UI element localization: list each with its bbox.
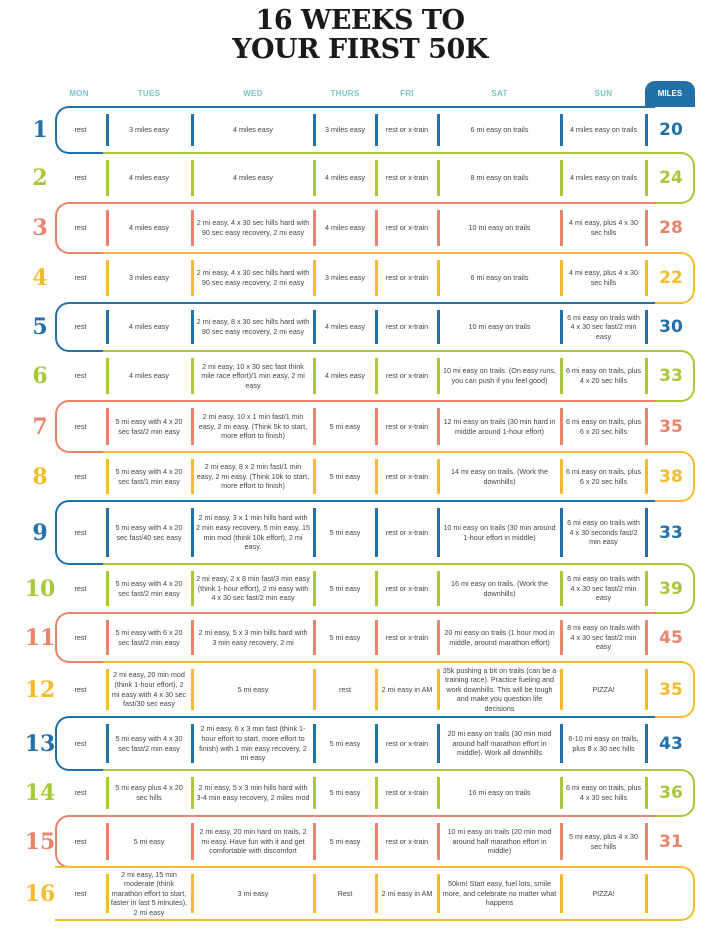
column-divider <box>645 114 648 146</box>
page-title <box>0 6 720 64</box>
column-divider <box>437 260 440 296</box>
cell-sun: 6-10 mi easy on trails, plus 8 x 30 sec hills <box>568 733 639 753</box>
cell-thu: 5 mi easy <box>329 836 361 846</box>
column-divider <box>313 210 316 246</box>
column-divider <box>560 358 563 394</box>
cell-fri: 2 mi easy in AM <box>381 684 433 694</box>
column-divider <box>437 459 440 494</box>
column-divider <box>375 260 378 296</box>
column-header-fri: FRI <box>400 89 414 98</box>
week-number: 9 <box>32 519 48 546</box>
column-divider <box>375 358 378 394</box>
column-divider <box>437 777 440 809</box>
column-divider <box>560 310 563 344</box>
column-divider <box>191 777 194 809</box>
cell-sat: 16 mi easy on trails <box>468 788 531 798</box>
cell-fri: rest or x-train <box>385 371 429 381</box>
column-divider <box>375 210 378 246</box>
column-divider <box>313 777 316 809</box>
column-divider <box>375 160 378 196</box>
column-divider <box>191 459 194 494</box>
cell-thu: Rest <box>337 888 353 898</box>
column-divider <box>560 620 563 655</box>
cell-sun: 6 mi easy on trails with 4 x 30 sec fast/2 min easy <box>567 574 640 603</box>
cell-sat: 10 mi easy on trails <box>468 322 531 332</box>
column-divider <box>106 669 109 710</box>
cell-sat: 12 mi easy on trails (30 min hard in middle around 1-hour effort) <box>443 416 556 436</box>
column-divider <box>191 358 194 394</box>
column-divider <box>191 823 194 860</box>
cell-sat: 6 mi easy on trails <box>470 125 529 135</box>
cell-sat: 8 mi easy on trails <box>470 173 529 183</box>
column-divider <box>560 777 563 809</box>
week-number: 11 <box>24 624 56 651</box>
week-row <box>0 613 720 662</box>
column-divider <box>106 777 109 809</box>
weekly-miles: 35 <box>659 416 683 437</box>
column-divider <box>191 210 194 246</box>
cell-thu: 5 mi easy <box>329 421 361 431</box>
week-number: 2 <box>32 165 48 191</box>
column-divider <box>313 620 316 655</box>
column-divider <box>560 260 563 296</box>
column-divider <box>191 669 194 710</box>
cell-fri: rest or x-train <box>385 632 429 642</box>
column-divider <box>560 508 563 557</box>
column-divider <box>313 823 316 860</box>
weekly-miles: 45 <box>659 627 683 648</box>
column-divider <box>645 408 648 445</box>
cell-mon: rest <box>74 421 87 431</box>
week-number: 14 <box>24 780 56 806</box>
column-divider <box>375 620 378 655</box>
column-divider <box>645 260 648 296</box>
column-header-wed: WED <box>243 89 263 98</box>
cell-mon: rest <box>74 471 87 481</box>
column-divider <box>645 571 648 606</box>
week-row <box>0 662 720 717</box>
cell-fri: 2 mi easy in AM <box>381 888 433 898</box>
column-divider <box>313 874 316 913</box>
cell-sat: 10 mi easy on trails. (On easy runs, you can push if you feel good) <box>442 366 557 385</box>
column-divider <box>191 508 194 557</box>
cell-sun: 8 mi easy on trails with 4 x 30 sec fast/2 min easy <box>567 623 640 652</box>
cell-thu: 5 mi easy <box>329 471 361 481</box>
cell-mon: rest <box>74 223 87 233</box>
cell-sat: 50km! Start easy, fuel lots, smile more, and celebrate no matter what happens <box>442 879 557 908</box>
weekly-miles: 33 <box>659 366 683 386</box>
column-divider <box>645 823 648 860</box>
column-divider <box>560 160 563 196</box>
week-number: 13 <box>24 730 56 757</box>
column-divider <box>437 508 440 557</box>
cell-tue: 5 mi easy with 4 x 20 sec fast/2 min easy <box>115 578 183 598</box>
cell-fri: rest or x-train <box>385 173 429 183</box>
cell-wed: 2 mi easy, 4 x 30 sec hills hard with 90 sec easy recovery, 2 mi easy <box>196 268 310 287</box>
column-divider <box>313 260 316 296</box>
cell-wed: 2 mi easy, 3 x 1 min hills hard with 2 min easy recovery, 5 min easy, 15 min mod (think 10k effort), 2 mi easy. <box>196 513 310 552</box>
cell-fri: rest or x-train <box>385 322 429 332</box>
cell-mon: rest <box>74 173 87 183</box>
column-divider <box>645 358 648 394</box>
column-divider <box>645 210 648 246</box>
column-divider <box>645 160 648 196</box>
cell-sun: PIZZA! <box>592 684 615 694</box>
cell-tue: 4 miles easy <box>129 223 169 233</box>
cell-tue: 3 miles easy <box>129 125 169 135</box>
column-divider <box>106 260 109 296</box>
week-number: 6 <box>32 363 48 389</box>
weekly-miles: 30 <box>659 317 683 337</box>
cell-tue: 5 mi easy with 4 x 20 sec fast/2 min easy <box>115 416 183 436</box>
cell-sat: 35k pushing a bit on trails (can be a training race). Practice fueling and work downhills. This will be tough and make you question life decisions <box>442 665 557 713</box>
column-divider <box>375 724 378 763</box>
column-divider <box>560 874 563 913</box>
cell-thu: 3 miles easy <box>325 273 365 283</box>
column-divider <box>437 669 440 710</box>
column-divider <box>645 777 648 809</box>
cell-wed: 2 mi easy, 2 x 8 min fast/3 min easy (think 1-hour effort), 2 mi easy with 4 x 30 sec fast/2 min easy <box>196 574 310 603</box>
column-divider <box>375 669 378 710</box>
week-number: 3 <box>32 215 48 241</box>
column-divider <box>106 620 109 655</box>
cell-sun: PIZZA! <box>592 888 615 898</box>
column-divider <box>645 459 648 494</box>
column-divider <box>437 571 440 606</box>
cell-tue: 5 mi easy <box>133 836 165 846</box>
cell-tue: 3 miles easy <box>129 273 169 283</box>
cell-thu: 4 miles easy <box>325 173 365 183</box>
cell-fri: rest or x-train <box>385 583 429 593</box>
column-divider <box>645 508 648 557</box>
cell-sat: 10 mi easy on trails (20 min mod around half marathon effort in middle) <box>447 827 552 856</box>
column-header-mon: MON <box>69 89 89 98</box>
title-line-2: YOUR FIRST 50K <box>232 34 488 65</box>
column-divider <box>437 114 440 146</box>
weekly-miles: 36 <box>659 783 683 803</box>
cell-wed: 2 mi easy, 10 x 30 sec fast think mile race effort)/1 min easy, 2 mi easy <box>201 361 305 390</box>
cell-wed: 2 mi easy, 8 x 2 min fast/1 min easy, 2 mi easy. (Think 10k to start, more effort to finish) <box>196 462 310 491</box>
cell-thu: 5 mi easy <box>329 527 361 537</box>
cell-fri: rest or x-train <box>385 471 429 481</box>
column-divider <box>313 310 316 344</box>
column-divider <box>313 459 316 494</box>
column-header-sat: SAT <box>491 89 508 98</box>
cell-mon: rest <box>74 788 87 798</box>
cell-sun: 6 mi easy on trails, plus 4 x 30 sec hills <box>565 783 642 802</box>
column-divider <box>106 874 109 913</box>
weekly-miles: 38 <box>659 466 683 487</box>
week-number: 8 <box>32 463 48 490</box>
weekly-miles: 33 <box>659 522 683 543</box>
column-divider <box>560 408 563 445</box>
cell-mon: rest <box>74 527 87 537</box>
cell-wed: 4 miles easy <box>233 125 273 135</box>
week-row <box>0 253 720 303</box>
cell-sat: 10 mi easy on trails (30 min around 1-hour effort in middle) <box>443 522 556 542</box>
cell-mon: rest <box>74 888 87 898</box>
column-divider <box>106 459 109 494</box>
weekly-miles: 39 <box>659 578 683 599</box>
column-divider <box>375 874 378 913</box>
column-divider <box>375 571 378 606</box>
cell-thu: 5 mi easy <box>329 788 361 798</box>
column-divider <box>106 114 109 146</box>
cell-wed: 2 mi easy, 4 x 30 sec hills hard with 90 sec easy recovery, 2 mi easy <box>196 218 310 237</box>
cell-mon: rest <box>74 273 87 283</box>
week-number: 16 <box>24 880 56 907</box>
column-divider <box>375 310 378 344</box>
cell-sat: 20 mi easy on trails (30 min mod around half marathon effort in middle). Work all downhills <box>447 729 552 758</box>
cell-tue: 4 miles easy <box>129 322 169 332</box>
column-divider <box>437 310 440 344</box>
weekly-miles: 20 <box>659 120 683 140</box>
column-divider <box>191 620 194 655</box>
column-divider <box>106 160 109 196</box>
column-header-miles: MILES <box>645 81 695 107</box>
cell-mon: rest <box>74 125 87 135</box>
week-row <box>0 153 720 203</box>
cell-tue: 5 mi easy with 4 x 20 sec fast/40 sec easy <box>115 522 183 542</box>
week-number: 1 <box>32 117 48 143</box>
cell-sun: 4 mi easy, plus 4 x 30 sec hills <box>569 218 638 237</box>
column-divider <box>437 620 440 655</box>
cell-thu: 5 mi easy <box>329 632 361 642</box>
column-header-thurs: THURS <box>330 89 360 98</box>
week-number: 4 <box>32 265 48 291</box>
cell-sun: 4 mi easy, plus 4 x 30 sec hills <box>569 268 638 287</box>
week-row <box>0 401 720 452</box>
column-divider <box>191 571 194 606</box>
cell-tue: 4 miles easy <box>129 371 169 381</box>
week-row <box>0 867 720 920</box>
cell-mon: rest <box>74 371 87 381</box>
week-row <box>0 501 720 564</box>
column-divider <box>560 823 563 860</box>
cell-thu: 4 miles easy <box>325 371 365 381</box>
cell-sun: 6 mi easy on trails, plus 6 x 20 sec hills <box>565 416 642 436</box>
weekly-miles: 43 <box>659 733 683 754</box>
weekly-miles: 31 <box>659 831 683 852</box>
column-divider <box>437 874 440 913</box>
week-row <box>0 203 720 253</box>
column-divider <box>106 823 109 860</box>
cell-sat: 6 mi easy on trails <box>470 273 529 283</box>
column-divider <box>106 571 109 606</box>
column-divider <box>645 724 648 763</box>
column-divider <box>313 358 316 394</box>
weekly-miles: 24 <box>659 168 683 188</box>
column-header-tues: TUES <box>137 89 161 98</box>
cell-mon: rest <box>74 738 87 748</box>
week-row <box>0 717 720 770</box>
cell-sun: 6 mi easy on trails with 4 x 30 seconds fast/2 min easy <box>567 518 640 547</box>
cell-wed: 2 mi easy, 20 min hard on trails, 2 mi easy. Have fun with it and get comfortable with discomfort <box>199 827 307 856</box>
column-divider <box>191 114 194 146</box>
cell-thu: 5 mi easy <box>329 738 361 748</box>
column-divider <box>313 508 316 557</box>
column-divider <box>191 260 194 296</box>
column-divider <box>645 310 648 344</box>
column-divider <box>106 408 109 445</box>
cell-thu: 4 miles easy <box>325 223 365 233</box>
cell-sun: 4 miles easy on trails <box>569 125 638 135</box>
weekly-miles: 28 <box>659 218 683 238</box>
column-divider <box>560 114 563 146</box>
column-divider <box>191 160 194 196</box>
cell-mon: rest <box>74 632 87 642</box>
column-divider <box>560 459 563 494</box>
cell-fri: rest or x-train <box>385 125 429 135</box>
column-divider <box>645 874 648 913</box>
column-divider <box>375 823 378 860</box>
cell-sun: 6 mi easy on trails, plus 6 x 20 sec hills <box>565 466 642 486</box>
column-divider <box>375 408 378 445</box>
week-row <box>0 107 720 153</box>
weekly-miles: 22 <box>659 268 683 288</box>
weekly-miles: 35 <box>659 679 683 700</box>
column-divider <box>313 160 316 196</box>
cell-wed: 2 mi easy, 6 x 3 min fast (think 1-hour effort to start, more effort to finish) with 1 min easy recovery, 2 mi easy <box>199 724 307 763</box>
cell-fri: rest or x-train <box>385 788 429 798</box>
cell-mon: rest <box>74 322 87 332</box>
column-divider <box>313 408 316 445</box>
cell-sun: 5 mi easy, plus 4 x 30 sec hills <box>569 831 638 851</box>
cell-sun: 4 miles easy on trails <box>569 173 638 183</box>
column-divider <box>313 724 316 763</box>
column-divider <box>375 777 378 809</box>
column-divider <box>106 508 109 557</box>
column-divider <box>437 408 440 445</box>
cell-mon: rest <box>74 684 87 694</box>
column-divider <box>375 459 378 494</box>
cell-fri: rest or x-train <box>385 421 429 431</box>
cell-wed: 2 mi easy, 10 x 1 min fast/1 min easy, 2 mi easy. (Think 5k to start, more effort to finish) <box>198 412 308 441</box>
week-row <box>0 816 720 867</box>
column-divider <box>437 160 440 196</box>
column-divider <box>191 408 194 445</box>
cell-mon: rest <box>74 583 87 593</box>
week-row <box>0 452 720 501</box>
column-header-sun: SUN <box>594 89 613 98</box>
cell-fri: rest or x-train <box>385 836 429 846</box>
cell-thu: 3 miles easy <box>325 125 365 135</box>
column-divider <box>106 358 109 394</box>
column-divider <box>375 114 378 146</box>
cell-wed: 2 mi easy, 5 x 3 min hills hard with 3 min easy recovery, 2 mi <box>198 627 308 647</box>
cell-tue: 2 mi easy, 20 min mod (think 1-hour effort), 2 mi easy with 4 x 30 sec fast/30 sec easy <box>111 670 187 709</box>
cell-mon: rest <box>74 836 87 846</box>
column-divider <box>106 210 109 246</box>
column-divider <box>560 210 563 246</box>
cell-tue: 5 mi easy with 4 x 20 sec fast/1 min easy <box>115 466 183 486</box>
column-divider <box>437 823 440 860</box>
title-line-1: 16 WEEKS TO <box>255 5 465 36</box>
column-divider <box>437 210 440 246</box>
cell-fri: rest or x-train <box>385 223 429 233</box>
cell-thu: rest <box>339 684 351 694</box>
cell-sat: 14 mi easy on trails. (Work the downhills) <box>451 466 548 486</box>
cell-fri: rest or x-train <box>385 738 429 748</box>
cell-wed: 3 mi easy <box>237 888 269 898</box>
cell-tue: 4 miles easy <box>129 173 169 183</box>
column-divider <box>313 669 316 710</box>
cell-tue: 5 mi easy plus 4 x 20 sec hills <box>115 783 183 802</box>
cell-sat: 16 mi easy on trails. (Work the downhills) <box>451 578 548 598</box>
column-divider <box>645 669 648 710</box>
week-number: 5 <box>32 314 48 340</box>
column-divider <box>560 724 563 763</box>
column-divider <box>437 724 440 763</box>
column-divider <box>191 724 194 763</box>
cell-tue: 5 mi easy with 6 x 20 sec fast/2 min easy <box>115 627 183 647</box>
column-divider <box>437 358 440 394</box>
week-row <box>0 564 720 613</box>
cell-wed: 4 miles easy <box>233 173 273 183</box>
week-number: 12 <box>24 676 56 703</box>
column-divider <box>375 508 378 557</box>
cell-wed: 5 mi easy <box>237 684 269 694</box>
column-divider <box>313 114 316 146</box>
week-row <box>0 351 720 401</box>
column-divider <box>645 620 648 655</box>
column-divider <box>191 874 194 913</box>
cell-sun: 6 mi easy on trails with 4 x 30 sec fast/2 min easy <box>567 312 640 341</box>
column-divider <box>560 571 563 606</box>
week-number: 15 <box>24 828 56 855</box>
cell-thu: 4 miles easy <box>325 322 365 332</box>
cell-tue: 2 mi easy, 15 min moderate (think marathon effort to start, faster in last 5 minutes), 2 mi easy <box>110 869 188 917</box>
cell-thu: 5 mi easy <box>329 583 361 593</box>
cell-tue: 5 mi easy with 4 x 30 sec fast/2 min easy <box>115 733 183 753</box>
column-divider <box>106 310 109 344</box>
week-number: 10 <box>24 575 56 602</box>
cell-sat: 10 mi easy on trails <box>468 223 531 233</box>
column-divider <box>191 310 194 344</box>
week-number: 7 <box>32 413 48 440</box>
column-divider <box>313 571 316 606</box>
column-divider <box>560 669 563 710</box>
week-row <box>0 770 720 816</box>
column-divider <box>106 724 109 763</box>
cell-wed: 2 mi easy, 5 x 3 min hills hard with 3-4 min easy recovery, 2 miles mod <box>196 783 310 802</box>
cell-fri: rest or x-train <box>385 273 429 283</box>
cell-sun: 6 mi easy on trails, plus 4 x 20 sec hills <box>565 366 642 385</box>
cell-fri: rest or x-train <box>385 527 429 537</box>
cell-wed: 2 mi easy, 8 x 30 sec hills hard with 90 sec easy recovery, 2 mi easy <box>196 317 310 336</box>
cell-sat: 20 mi easy on trails (1 hour mod in middle, around marathon effort) <box>444 627 555 647</box>
week-row <box>0 303 720 351</box>
